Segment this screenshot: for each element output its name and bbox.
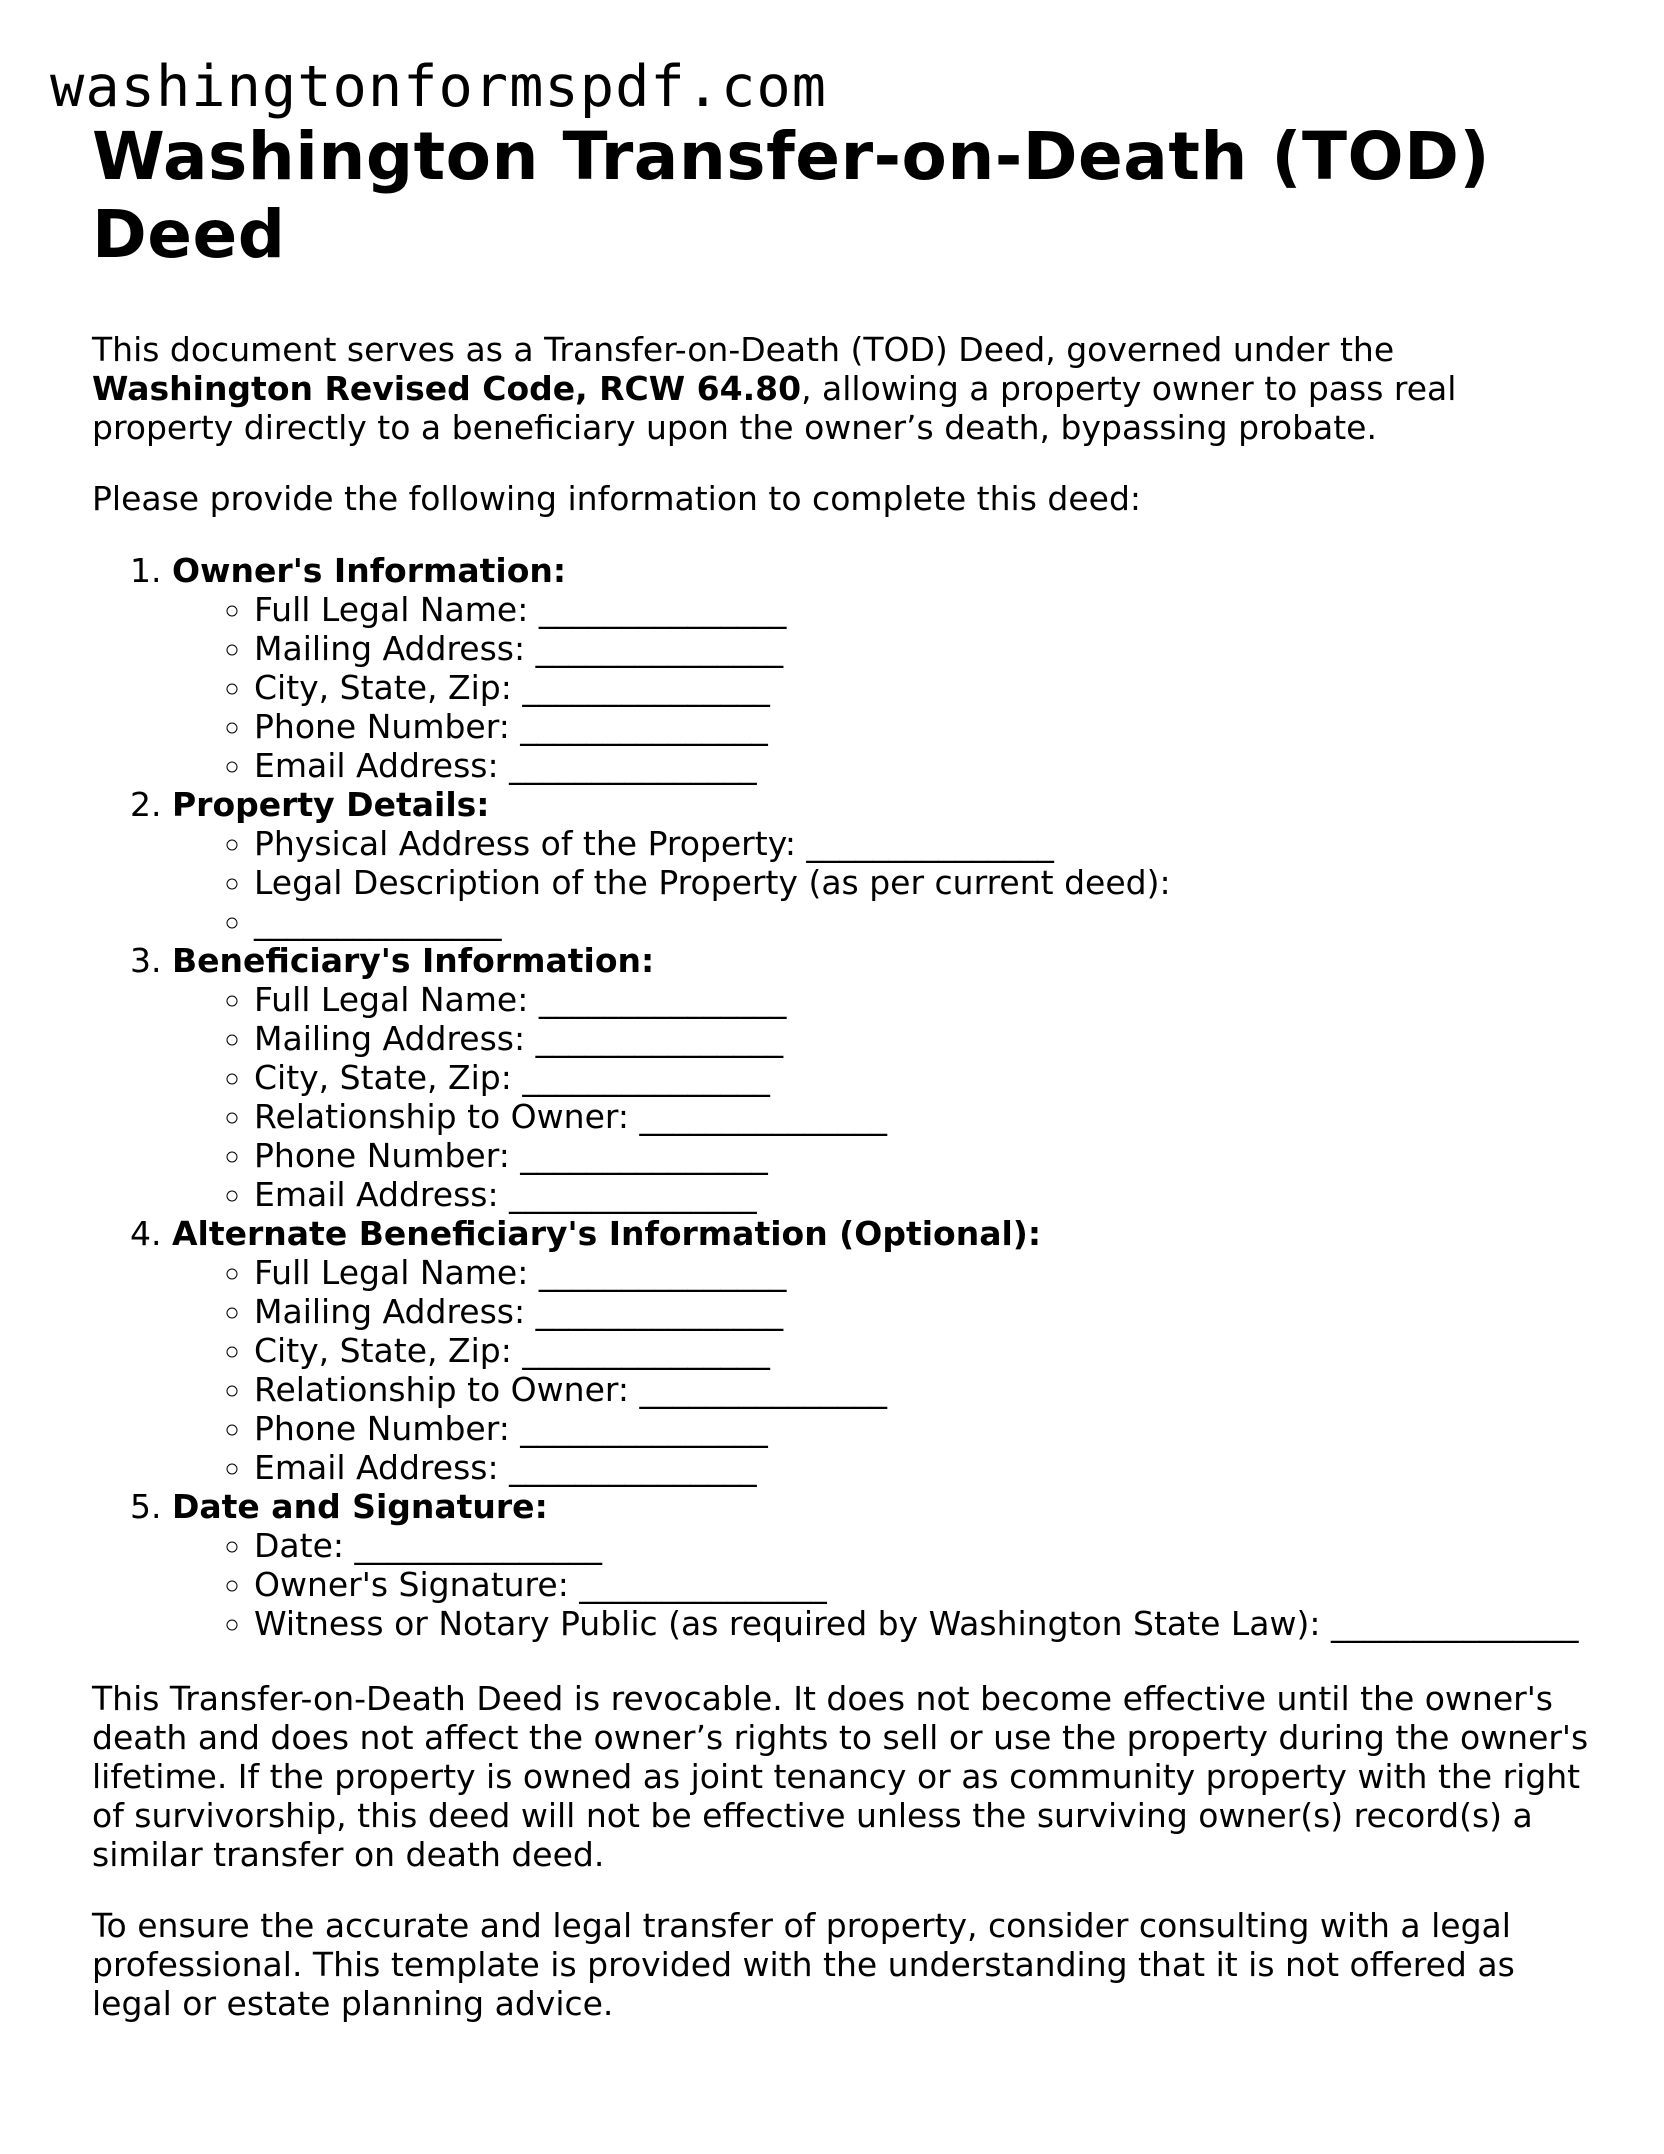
field-date: ◦ Date: _______________ [254, 1526, 1592, 1565]
page-title: Washington Transfer-on-Death (TOD) Deed [92, 118, 1491, 273]
field-city-state-zip: ◦ City, State, Zip: _______________ [254, 668, 1592, 707]
field-full-legal-name: ◦ Full Legal Name: _______________ [254, 1253, 1592, 1292]
intro-text-start: This document serves as a Transfer-on-Death (TOD) Deed, governed under the [92, 330, 1395, 369]
field-relationship-to-owner: ◦ Relationship to Owner: _______________ [254, 1097, 1592, 1136]
section-date-and-signature [172, 1487, 1592, 1643]
field-phone-number: ◦ Phone Number: _______________ [254, 707, 1592, 746]
field-mailing-address: ◦ Mailing Address: _______________ [254, 629, 1592, 668]
section-owner-information [172, 551, 1592, 785]
intro-statute-reference: Washington Revised Code, RCW 64.80 [92, 369, 802, 408]
field-mailing-address: ◦ Mailing Address: _______________ [254, 1292, 1592, 1331]
intro-text-end: , allowing a property owner to pass real property directly to a beneficiary upon the owner’s death, bypassing probate. [92, 369, 1457, 447]
instructions-prompt: Please provide the following information to complete this deed: [92, 479, 1142, 518]
field-full-legal-name: ◦ Full Legal Name: _______________ [254, 590, 1592, 629]
revocability-paragraph: This Transfer-on-Death Deed is revocable. It does not become effective until the owner's death and does not affect the owner’s rights to sell or use the property during the owner's lifetime. If the property is owned as joint tenancy or as community property with the right of survivorship, this deed will not be effective unless the surviving owner(s) record(s) a similar transfer on death deed. [92, 1679, 1589, 1874]
section-title: Owner's Information: [172, 551, 567, 590]
field-owner-signature: ◦ Owner's Signature: _______________ [254, 1565, 1592, 1604]
field-email-address: ◦ Email Address: _______________ [254, 1175, 1592, 1214]
section-title: Date and Signature: [172, 1487, 548, 1526]
legal-advice-paragraph: To ensure the accurate and legal transfer of property, consider consulting with a legal professional. This template is provided with the understanding that it is not offered as legal or estate planning advice. [92, 1906, 1515, 2023]
field-email-address: ◦ Email Address: _______________ [254, 1448, 1592, 1487]
field-city-state-zip: ◦ City, State, Zip: _______________ [254, 1058, 1592, 1097]
field-list [172, 1526, 1592, 1643]
field-relationship-to-owner: ◦ Relationship to Owner: _______________ [254, 1370, 1592, 1409]
field-legal-description-blank: ◦ _______________ [254, 902, 1592, 941]
section-title: Property Details: [172, 785, 490, 824]
field-physical-address: ◦ Physical Address of the Property: _______________ [254, 824, 1592, 863]
document-page [92, 118, 1592, 2023]
field-city-state-zip: ◦ City, State, Zip: _______________ [254, 1331, 1592, 1370]
field-mailing-address: ◦ Mailing Address: _______________ [254, 1019, 1592, 1058]
field-list [172, 590, 1592, 785]
deed-sections-list [92, 551, 1592, 1643]
field-witness-or-notary: ◦ Witness or Notary Public (as required by Washington State Law): _______________ [254, 1604, 1592, 1643]
section-title: Beneficiary's Information: [172, 941, 655, 980]
field-list [172, 824, 1592, 941]
section-title: Alternate Beneficiary's Information (Optional): [172, 1214, 1042, 1253]
field-list [172, 980, 1592, 1214]
intro-paragraph [92, 330, 1592, 447]
section-alternate-beneficiary-information [172, 1214, 1592, 1487]
section-beneficiary-information [172, 941, 1592, 1214]
field-list [172, 1253, 1592, 1487]
field-full-legal-name: ◦ Full Legal Name: _______________ [254, 980, 1592, 1019]
watermark: washingtonformspdf.com [50, 54, 827, 120]
field-legal-description-label: ◦ Legal Description of the Property (as per current deed): [254, 863, 1592, 902]
field-phone-number: ◦ Phone Number: _______________ [254, 1409, 1592, 1448]
section-property-details [172, 785, 1592, 941]
field-phone-number: ◦ Phone Number: _______________ [254, 1136, 1592, 1175]
field-email-address: ◦ Email Address: _______________ [254, 746, 1592, 785]
